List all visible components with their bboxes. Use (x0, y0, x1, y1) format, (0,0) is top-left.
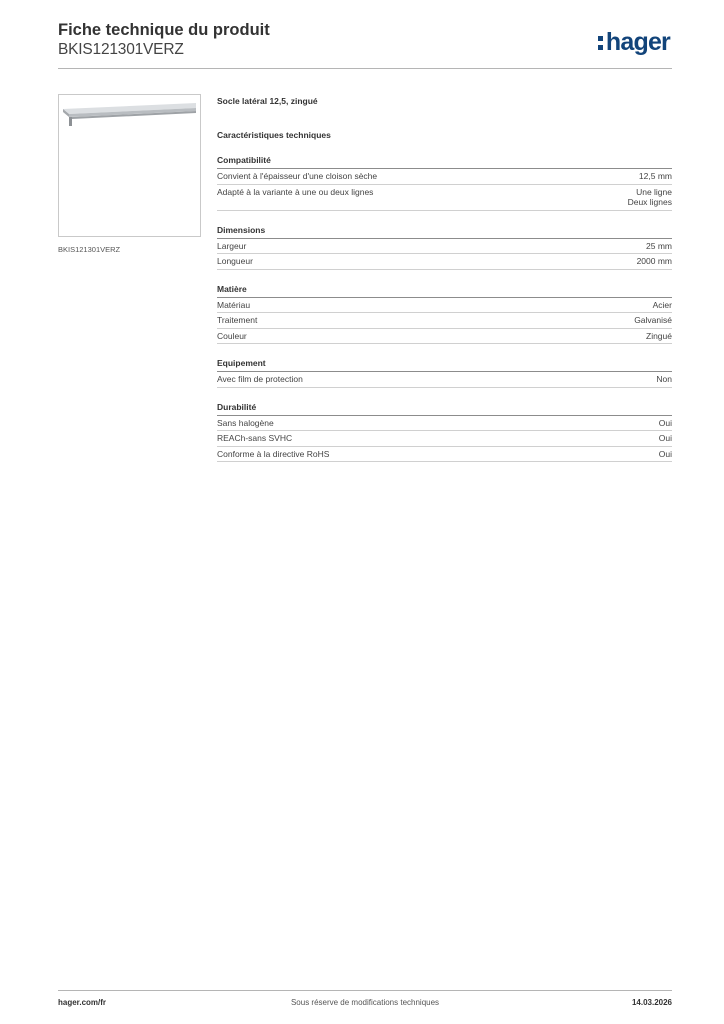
footer-date: 14.03.2026 (631, 998, 672, 1007)
spec-section (217, 284, 672, 345)
spec-section (217, 155, 672, 211)
spec-value (628, 187, 672, 208)
spec-row (217, 329, 672, 345)
spec-value-line: Acier (652, 299, 672, 310)
product-image (58, 94, 201, 237)
spec-label: Matériau (217, 299, 251, 310)
header-divider (58, 68, 672, 69)
spec-row (217, 298, 672, 314)
section-title: Equipement (217, 358, 672, 372)
logo-text: hager (605, 28, 670, 56)
spec-value (659, 449, 672, 460)
product-description: Socle latéral 12,5, zingué (217, 96, 318, 106)
characteristics-title: Caractéristiques techniques (217, 130, 331, 140)
spec-label: Couleur (217, 330, 247, 341)
spec-value (656, 374, 672, 385)
spec-row (217, 169, 672, 185)
spec-value-line: Oui (658, 448, 672, 459)
spec-label: Longueur (217, 256, 253, 266)
spec-row (217, 431, 672, 447)
product-reference: BKIS121301VERZ (58, 41, 184, 58)
spec-value-line: Zingué (646, 330, 672, 341)
spec-row (217, 447, 672, 463)
spec-value-line: Deux lignes (627, 197, 672, 207)
spec-value-line: 12,5 mm (638, 171, 672, 181)
spec-row (217, 313, 672, 329)
spec-section (217, 358, 672, 388)
document-title: Fiche technique du produit (58, 21, 270, 39)
section-title: Durabilité (217, 402, 672, 416)
metal-rail-icon (59, 95, 200, 236)
section-title: Compatibilité (217, 155, 672, 169)
spec-value-line: Oui (658, 417, 672, 428)
spec-row (217, 239, 672, 255)
spec-row (217, 372, 672, 388)
spec-row (217, 416, 672, 432)
logo-colon-icon (598, 36, 603, 50)
spec-value (637, 256, 672, 267)
spec-row (217, 254, 672, 270)
spec-label: Sans halogène (217, 417, 274, 428)
spec-value (659, 418, 672, 429)
spec-section (217, 402, 672, 463)
footer-disclaimer: Sous réserve de modifications techniques (290, 998, 440, 1007)
spec-value (646, 331, 672, 342)
spec-row (217, 185, 672, 211)
hager-logo (598, 28, 670, 57)
spec-value-line: Oui (658, 433, 672, 443)
spec-value (646, 241, 672, 252)
spec-value (653, 300, 672, 311)
spec-value (659, 433, 672, 444)
footer-divider (58, 990, 672, 991)
footer-website[interactable]: hager.com/fr (58, 998, 107, 1007)
spec-value-line: Une ligne (636, 186, 672, 197)
spec-value (639, 171, 672, 182)
image-caption: BKIS121301VERZ (58, 245, 121, 254)
spec-value-line: Non (656, 374, 672, 384)
spec-label: Convient à l'épaisseur d'une cloison sèche (217, 171, 378, 181)
spec-value-line: 2000 mm (636, 256, 672, 266)
spec-value (634, 315, 672, 326)
spec-sections (217, 155, 672, 462)
spec-label: Conforme à la directive RoHS (217, 448, 330, 459)
spec-value-line: Galvanisé (634, 315, 672, 325)
section-title: Matière (217, 284, 672, 298)
spec-label: Avec film de protection (217, 374, 303, 384)
spec-label: Adapté à la variante à une ou deux lignes (217, 186, 374, 197)
spec-label: Traitement (217, 315, 258, 325)
section-title: Dimensions (217, 225, 672, 239)
spec-label: Largeur (217, 240, 247, 251)
document-header (58, 20, 672, 60)
spec-section (217, 225, 672, 270)
spec-label: REACh-sans SVHC (217, 433, 293, 443)
spec-value-line: 25 mm (646, 240, 672, 251)
specifications-content (217, 96, 672, 462)
